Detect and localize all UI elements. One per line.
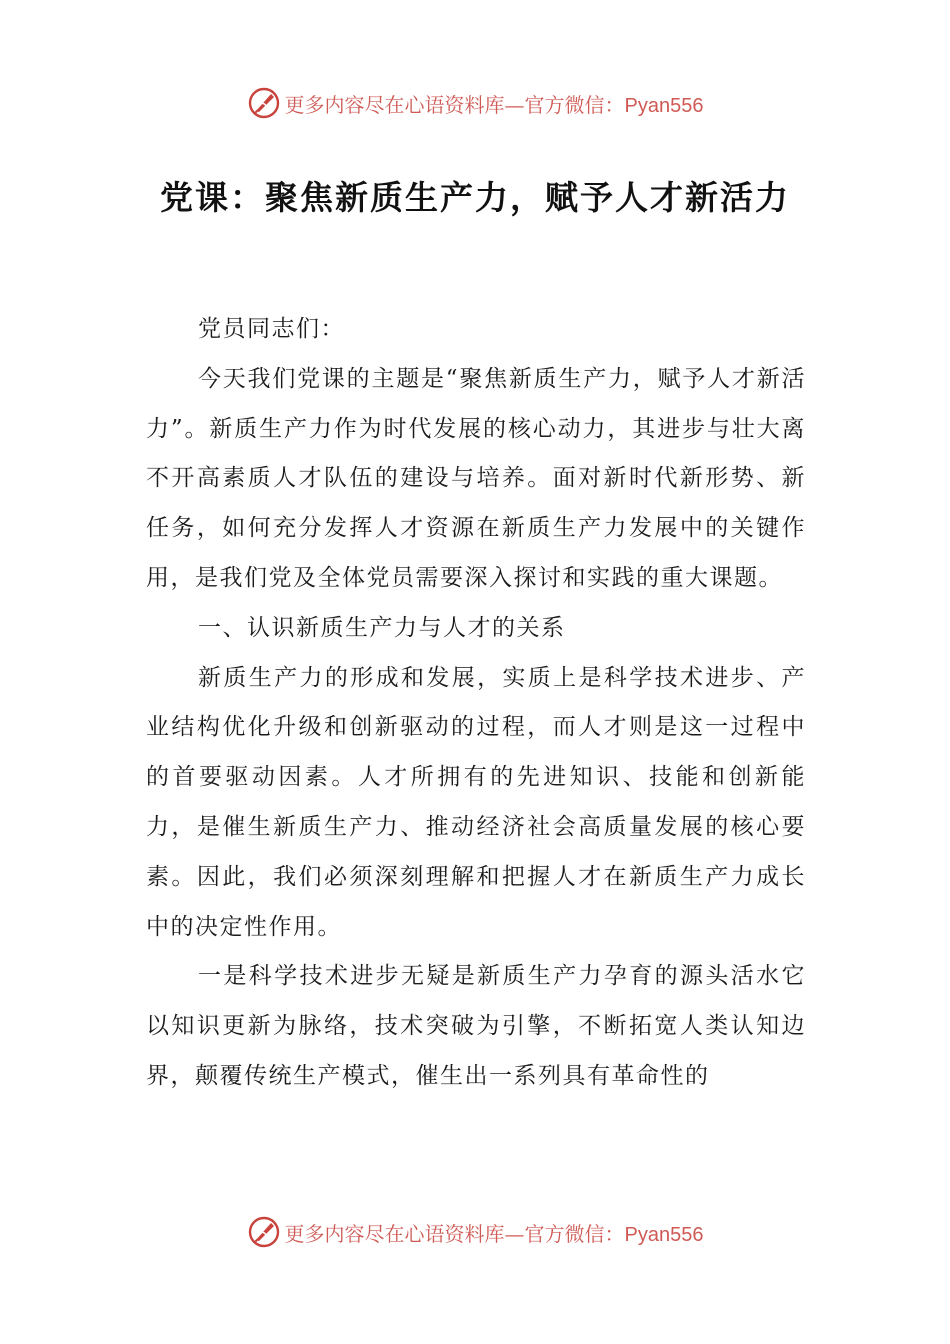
paragraph-relation: 新质生产力的形成和发展，实质上是科学技术进步、产业结构优化升级和创新驱动的过程，而人才则是这一过程中的首要驱动因素。人才所拥有的先进知识、技能和创新能力，是催生新质生产力、推动经济社会高质量发展的核心要素。因此，我们必须深刻理解和把握人才在新质生产力成长中的决定性作用。 (146, 664, 806, 940)
quill-logo-icon (247, 1215, 281, 1249)
header-banner (0, 78, 950, 128)
salutation: 党员同志们： (198, 316, 345, 342)
footer-banner (0, 1207, 950, 1257)
paragraph-intro: 今天我们党课的主题是“聚焦新质生产力，赋予人才新活力”。新质生产力作为时代发展的核心动力，其进步与壮大离不开高素质人才队伍的建设与培养。面对新时代新形势、新任务，如何充分发挥人才资源在新质生产力发展中的关键作用，是我们党及全体党员需要深入探讨和实践的重大课题。 (146, 365, 806, 591)
quill-logo-icon (247, 86, 281, 120)
footer-wechat-id: Pyan556 (624, 1223, 704, 1246)
footer-banner-text: 更多内容尽在心语资料库—官方微信：Pyan556 (284, 1221, 704, 1246)
document-title: 党课：聚焦新质生产力，赋予人才新活力 (160, 178, 790, 217)
document-body (146, 305, 806, 1102)
section-heading-1: 一、认识新质生产力与人才的关系 (198, 614, 566, 641)
header-wechat-id: Pyan556 (624, 94, 704, 117)
paragraph-point-one: 一是科学技术进步无疑是新质生产力孕育的源头活水它以知识更新为脉络，技术突破为引擎，不断拓宽人类认知边界，颠覆传统生产模式，催生出一系列具有革命性的 (146, 963, 806, 1089)
header-banner-text: 更多内容尽在心语资料库—官方微信：Pyan556 (284, 92, 704, 117)
